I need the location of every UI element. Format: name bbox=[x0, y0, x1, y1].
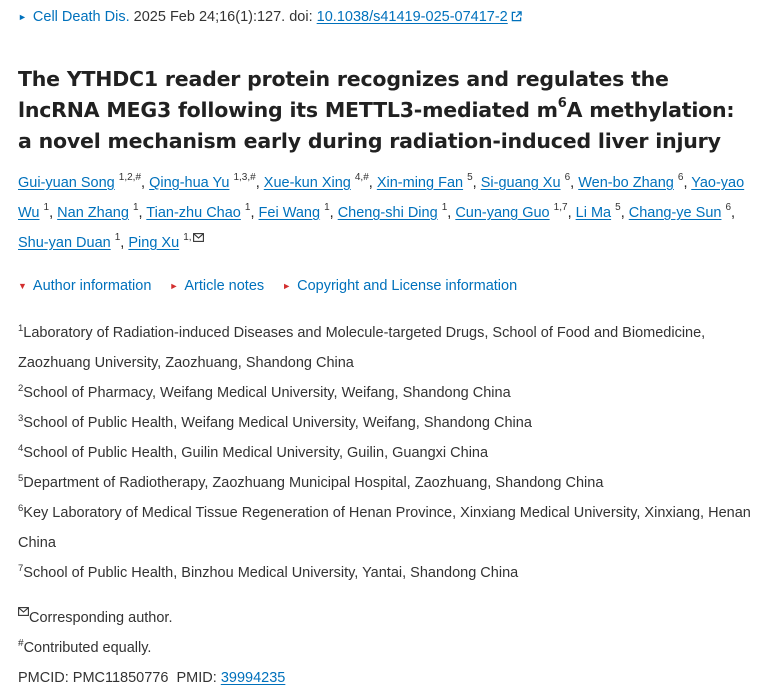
triangle-right-icon[interactable]: ► bbox=[18, 12, 27, 22]
title-part-2: A methylation: a novel mechanism early during radiation-induced liver injury bbox=[18, 98, 735, 153]
copyright-label: Copyright and License information bbox=[297, 278, 518, 294]
author-affiliation-marker: 6 bbox=[564, 172, 571, 183]
citation-line bbox=[18, 9, 522, 25]
author-affiliation-marker: 5 bbox=[467, 172, 473, 183]
author-link[interactable]: Nan Zhang bbox=[57, 205, 129, 221]
affiliation-number: 6 bbox=[18, 503, 24, 514]
affiliation-list bbox=[18, 318, 758, 588]
author-affiliation-marker: 1 bbox=[441, 202, 448, 213]
author-information-toggle[interactable] bbox=[18, 278, 151, 294]
author-affiliation-marker: 4,# bbox=[354, 172, 369, 183]
info-expanders bbox=[18, 278, 531, 294]
affiliation-item bbox=[18, 498, 758, 558]
author-link[interactable]: Gui-yuan Song bbox=[18, 175, 115, 191]
triangle-right-icon: ► bbox=[282, 281, 292, 291]
author-link[interactable]: Fei Wang bbox=[258, 205, 321, 221]
affiliation-text: School of Public Health, Binzhou Medical University, Yantai, Shandong China bbox=[23, 565, 519, 581]
author-affiliation-marker: 1, bbox=[183, 232, 192, 243]
copyright-toggle[interactable] bbox=[282, 278, 517, 294]
doi-link[interactable]: 10.1038/s41419-025-07417-2 bbox=[316, 9, 508, 25]
author-affiliation-marker: 1 bbox=[132, 202, 139, 213]
author-link[interactable]: Xin-ming Fan bbox=[376, 175, 464, 191]
author-link[interactable]: Tian-zhu Chao bbox=[146, 205, 241, 221]
affiliation-item bbox=[18, 378, 758, 408]
corresponding-text: Corresponding author. bbox=[29, 610, 173, 626]
author-affiliation-marker: 1 bbox=[114, 232, 121, 243]
affiliation-number: 3 bbox=[18, 413, 24, 424]
triangle-down-icon: ▼ bbox=[18, 281, 27, 291]
author-link[interactable]: Cheng-shi Ding bbox=[337, 205, 438, 221]
author-link[interactable]: Qing-hua Yu bbox=[149, 175, 230, 191]
author-affiliation-marker: 1,7 bbox=[553, 202, 568, 213]
author-affiliation-marker: 1 bbox=[43, 202, 50, 213]
article-notes-label: Article notes bbox=[184, 278, 265, 294]
article-title bbox=[18, 64, 748, 157]
author-link[interactable]: Xue-kun Xing bbox=[263, 175, 351, 191]
author-link[interactable]: Wen-bo Zhang bbox=[578, 175, 674, 191]
affiliation-text: School of Pharmacy, Weifang Medical University, Weifang, Shandong China bbox=[23, 385, 511, 401]
affiliation-item bbox=[18, 468, 758, 498]
envelope-icon bbox=[18, 607, 29, 616]
author-list: Gui-yuan Song $^{1,2,\#}$, Qing-hua Yu $^{1,3,\#}$, Xue-kun Xing $^{4,\#}$, Xin-ming Fan $^5$, Si-guang Xu $^6$, Wen-bo Zhang $^6$, Yao-yao Wu $^1$, Nan Zhang $^1$, Tian-zhu Chao $^1$, Fei Wang $^1$, Cheng-shi Ding $^1$, Cun-yang Guo $^{1,7}$, Li Ma $^5$, Chang-ye Sun $^6$, Shu-yan Duan $^1$, Ping Xu $^{1,}$ bbox=[18, 172, 745, 251]
author-link[interactable]: Yao-yao Wu bbox=[18, 175, 745, 221]
envelope-icon[interactable] bbox=[193, 233, 204, 242]
author-link[interactable]: Ping Xu bbox=[128, 235, 180, 251]
affiliation-item bbox=[18, 318, 758, 378]
corresponding-note bbox=[18, 603, 758, 633]
affiliation-text: Key Laboratory of Medical Tissue Regeneration of Henan Province, Xinxiang Medical University, Xinxiang, Henan China bbox=[18, 505, 751, 551]
journal-link[interactable]: Cell Death Dis. bbox=[32, 9, 130, 25]
author-link[interactable]: Shu-yan Duan bbox=[18, 235, 111, 251]
article-notes-toggle[interactable] bbox=[169, 278, 264, 294]
author-link[interactable]: Li Ma bbox=[575, 205, 612, 221]
contributed-marker: # bbox=[18, 638, 24, 649]
article-ids bbox=[18, 663, 758, 693]
affiliation-item bbox=[18, 558, 758, 588]
triangle-right-icon: ► bbox=[169, 281, 179, 291]
pmid-link[interactable]: 39994235 bbox=[220, 670, 286, 686]
title-part-1: The YTHDC1 reader protein recognizes and regulates the lncRNA MEG3 following its METTL3-mediated m bbox=[18, 67, 669, 122]
author-affiliation-marker: 1,3,# bbox=[233, 172, 256, 183]
contributed-note bbox=[18, 633, 758, 663]
author-affiliation-marker: 1 bbox=[244, 202, 251, 213]
affiliation-text: Laboratory of Radiation-induced Diseases and Molecule-targeted Drugs, School of Food and Biomedicine, Zaozhuang University, Zaozhuang, Shandong China bbox=[18, 325, 706, 371]
author-affiliation-marker: 1 bbox=[324, 202, 330, 213]
affiliation-text: Department of Radiotherapy, Zaozhuang Municipal Hospital, Zaozhuang, Shandong China bbox=[23, 475, 604, 491]
title-superscript: 6 bbox=[557, 96, 567, 111]
author-affiliation-marker: 5 bbox=[615, 202, 621, 213]
affiliation-text: School of Public Health, Weifang Medical University, Weifang, Shandong China bbox=[23, 415, 532, 431]
citation-details: 2025 Feb 24;16(1):127. doi: bbox=[129, 9, 317, 25]
affiliation-number: 1 bbox=[18, 323, 24, 334]
author-information-label: Author information bbox=[32, 278, 152, 294]
affiliation-item bbox=[18, 408, 758, 438]
external-link-icon[interactable] bbox=[511, 11, 522, 22]
affiliation-number: 7 bbox=[18, 563, 24, 574]
affiliation-item bbox=[18, 438, 758, 468]
affiliation-text: School of Public Health, Guilin Medical University, Guilin, Guangxi China bbox=[23, 445, 489, 461]
affiliation-number: 4 bbox=[18, 443, 24, 454]
author-link[interactable]: Cun-yang Guo bbox=[455, 205, 550, 221]
author-affiliation-marker: 1,2,# bbox=[118, 172, 142, 183]
author-link[interactable]: Chang-ye Sun bbox=[628, 205, 722, 221]
affiliation-number: 5 bbox=[18, 473, 24, 484]
author-affiliation-marker: 6 bbox=[677, 172, 684, 183]
pmcid-text: PMCID: PMC11850776 PMID: bbox=[18, 670, 221, 686]
author-notes bbox=[18, 603, 758, 693]
affiliation-number: 2 bbox=[18, 383, 24, 394]
author-link[interactable]: Si-guang Xu bbox=[480, 175, 561, 191]
author-affiliation-marker: 6 bbox=[725, 202, 732, 213]
contributed-text: Contributed equally. bbox=[23, 640, 152, 656]
